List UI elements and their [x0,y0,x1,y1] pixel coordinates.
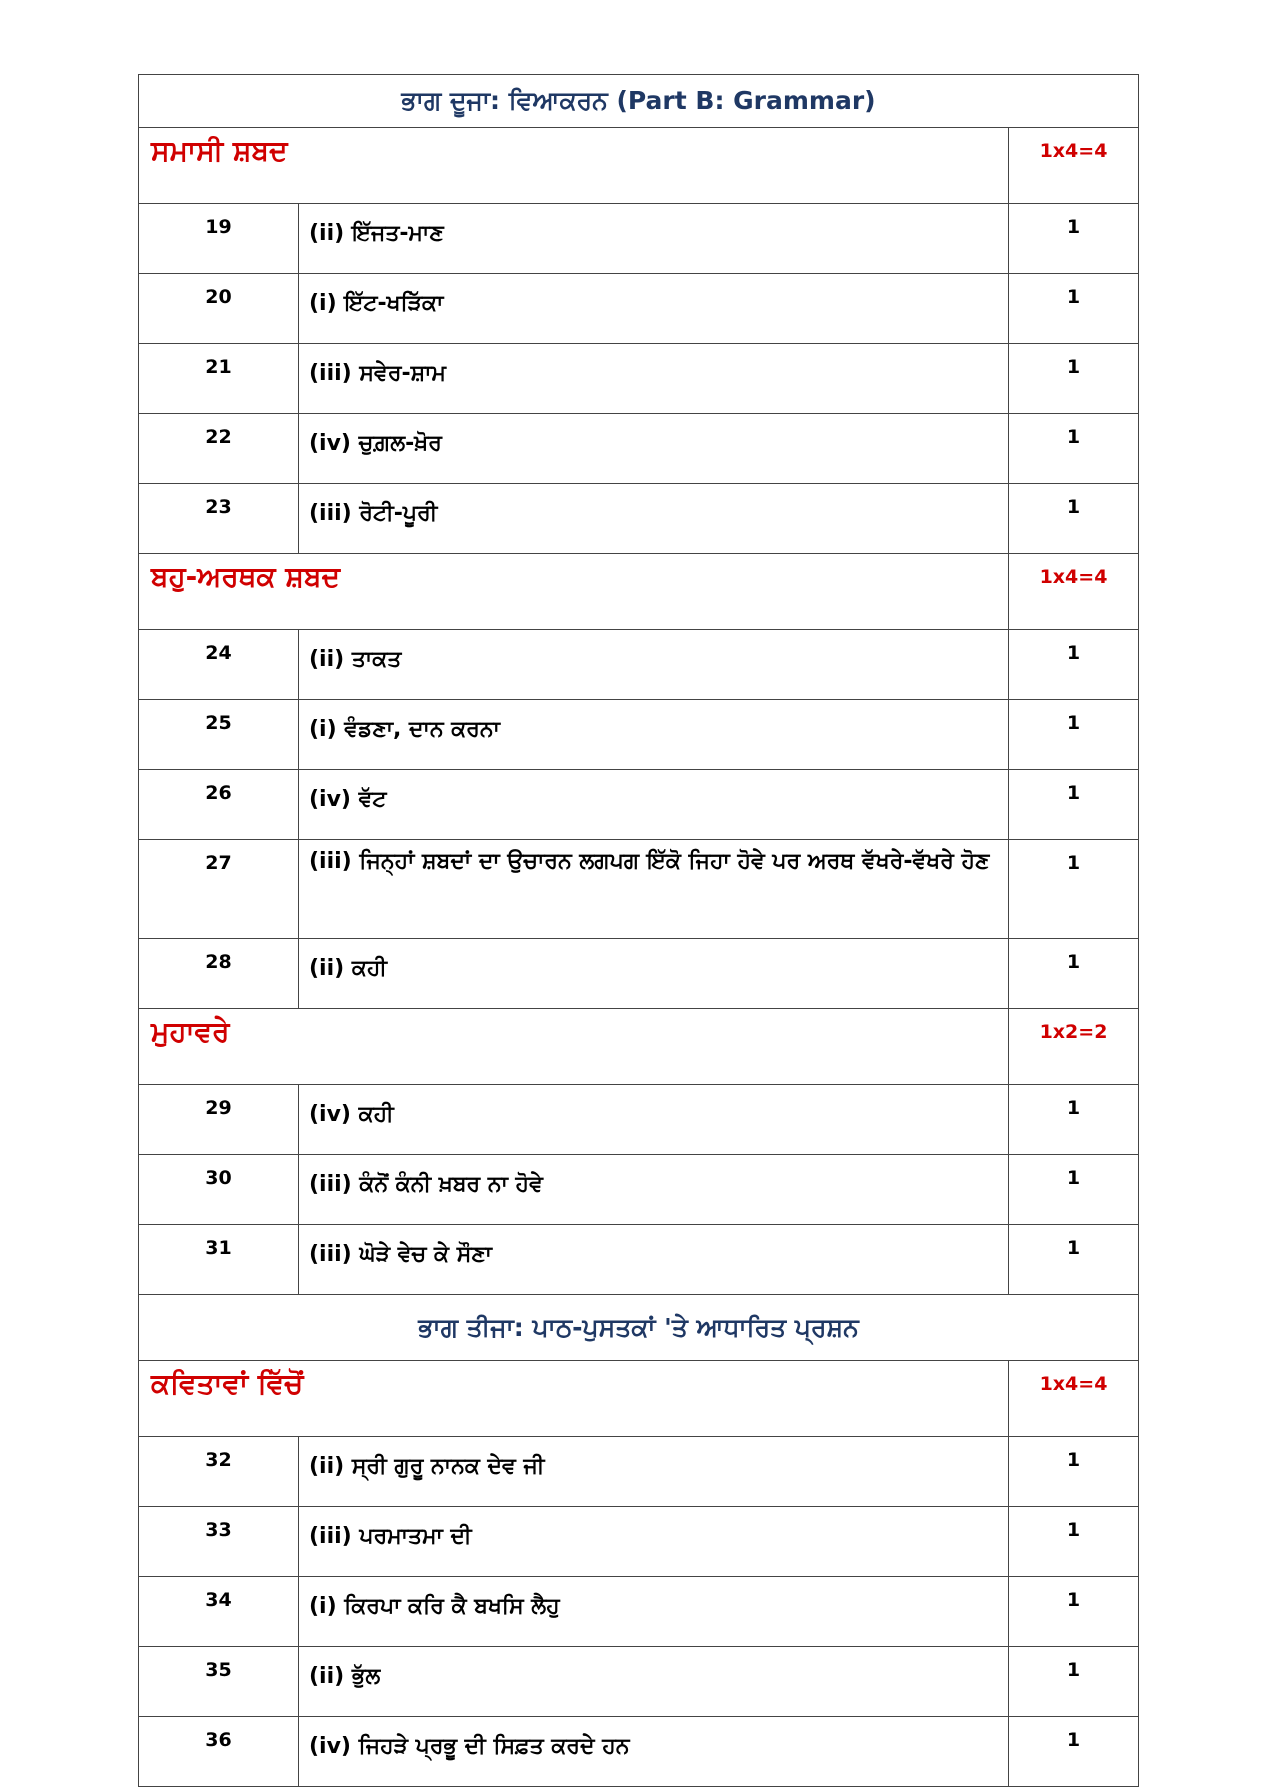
answer-text: (iii) ਸਵੇਰ-ਸ਼ਾਮ [299,344,1009,414]
section-marks: 1x4=4 [1009,128,1139,204]
question-number: 29 [139,1085,299,1155]
answer-mark: 1 [1009,414,1139,484]
answer-mark: 1 [1009,1717,1139,1787]
part-b-title: ਭਾਗ ਦੂਜਾ: ਵਿਆਕਰਨ (Part B: Grammar) [139,75,1139,128]
answer-text: (iv) ਚੁਗ਼ਲ-ਖ਼ੋਰ [299,414,1009,484]
question-number: 31 [139,1225,299,1295]
table-row [139,1647,1139,1717]
answer-key-table [138,74,1139,1787]
answer-mark: 1 [1009,1437,1139,1507]
question-number: 30 [139,1155,299,1225]
question-number: 33 [139,1507,299,1577]
question-number: 36 [139,1717,299,1787]
section-title: ਸਮਾਸੀ ਸ਼ਬਦ [139,128,1009,204]
section-header-row [139,128,1139,204]
answer-mark: 1 [1009,204,1139,274]
answer-mark: 1 [1009,840,1139,939]
table-row [139,484,1139,554]
answer-mark: 1 [1009,630,1139,700]
table-row [139,1717,1139,1787]
section-title: ਬਹੁ-ਅਰਥਕ ਸ਼ਬਦ [139,554,1009,630]
question-number: 22 [139,414,299,484]
section-marks: 1x4=4 [1009,1361,1139,1437]
answer-mark: 1 [1009,1647,1139,1717]
answer-text: (ii) ਤਾਕਤ [299,630,1009,700]
answer-mark: 1 [1009,484,1139,554]
table-row [139,770,1139,840]
answer-text: (iii) ਘੋੜੇ ਵੇਚ ਕੇ ਸੌਣਾ [299,1225,1009,1295]
table-row [139,274,1139,344]
question-number: 26 [139,770,299,840]
question-number: 25 [139,700,299,770]
answer-text: (ii) ਕਹੀ [299,939,1009,1009]
part-c-header-row [139,1295,1139,1361]
part-b-header-row [139,75,1139,128]
answer-mark: 1 [1009,700,1139,770]
section-marks: 1x4=4 [1009,554,1139,630]
question-number: 23 [139,484,299,554]
answer-text: (ii) ਸ੍ਰੀ ਗੁਰੂ ਨਾਨਕ ਦੇਵ ਜੀ [299,1437,1009,1507]
answer-mark: 1 [1009,1155,1139,1225]
answer-mark: 1 [1009,1507,1139,1577]
answer-text: (iv) ਵੱਟ [299,770,1009,840]
section-header-row [139,1361,1139,1437]
table-row [139,1507,1139,1577]
answer-mark: 1 [1009,1577,1139,1647]
answer-mark: 1 [1009,939,1139,1009]
question-number: 35 [139,1647,299,1717]
question-number: 24 [139,630,299,700]
section-header-row [139,1009,1139,1085]
answer-text: (i) ਕਿਰਪਾ ਕਰਿ ਕੈ ਬਖਸਿ ਲੈਹੁ [299,1577,1009,1647]
answer-text: (iii) ਪਰਮਾਤਮਾ ਦੀ [299,1507,1009,1577]
answer-text: (ii) ਇੱਜਤ-ਮਾਣ [299,204,1009,274]
table-row [139,630,1139,700]
question-number: 27 [139,840,299,939]
table-row [139,840,1139,939]
table-row [139,414,1139,484]
answer-text: (ii) ਭੁੱਲ [299,1647,1009,1717]
part-c-title: ਭਾਗ ਤੀਜਾ: ਪਾਠ-ਪੁਸਤਕਾਂ 'ਤੇ ਆਧਾਰਿਤ ਪ੍ਰਸ਼ਨ [139,1295,1139,1361]
section-header-row [139,554,1139,630]
answer-mark: 1 [1009,1085,1139,1155]
section-marks: 1x2=2 [1009,1009,1139,1085]
answer-mark: 1 [1009,274,1139,344]
table-row [139,1155,1139,1225]
answer-text: (iv) ਜਿਹੜੇ ਪ੍ਰਭੂ ਦੀ ਸਿਫ਼ਤ ਕਰਦੇ ਹਨ [299,1717,1009,1787]
answer-text: (iv) ਕਹੀ [299,1085,1009,1155]
table-row [139,939,1139,1009]
table-body [139,75,1139,1787]
question-number: 20 [139,274,299,344]
answer-mark: 1 [1009,1225,1139,1295]
table-row [139,700,1139,770]
question-number: 32 [139,1437,299,1507]
table-row [139,1085,1139,1155]
table-row [139,1437,1139,1507]
answer-text: (i) ਇੱਟ-ਖੜਿੱਕਾ [299,274,1009,344]
table-row [139,344,1139,414]
answer-mark: 1 [1009,770,1139,840]
answer-text: (iii) ਰੋਟੀ-ਪੂਰੀ [299,484,1009,554]
section-title: ਕਵਿਤਾਵਾਂ ਵਿੱਚੋਂ [139,1361,1009,1437]
answer-text: (iii) ਜਿਨ੍ਹਾਂ ਸ਼ਬਦਾਂ ਦਾ ਉਚਾਰਨ ਲਗਪਗ ਇੱਕੋ ਜਿਹਾ ਹੋਵੇ ਪਰ ਅਰਥ ਵੱਖਰੇ-ਵੱਖਰੇ ਹੋਣ [299,840,1009,939]
question-number: 21 [139,344,299,414]
answer-text: (iii) ਕੰਨੋਂ ਕੰਨੀ ਖ਼ਬਰ ਨਾ ਹੋਵੇ [299,1155,1009,1225]
table-row [139,1577,1139,1647]
table-row [139,1225,1139,1295]
table-row [139,204,1139,274]
question-number: 19 [139,204,299,274]
answer-mark: 1 [1009,344,1139,414]
question-number: 34 [139,1577,299,1647]
answer-text: (i) ਵੰਡਣਾ, ਦਾਨ ਕਰਨਾ [299,700,1009,770]
section-title: ਮੁਹਾਵਰੇ [139,1009,1009,1085]
question-number: 28 [139,939,299,1009]
